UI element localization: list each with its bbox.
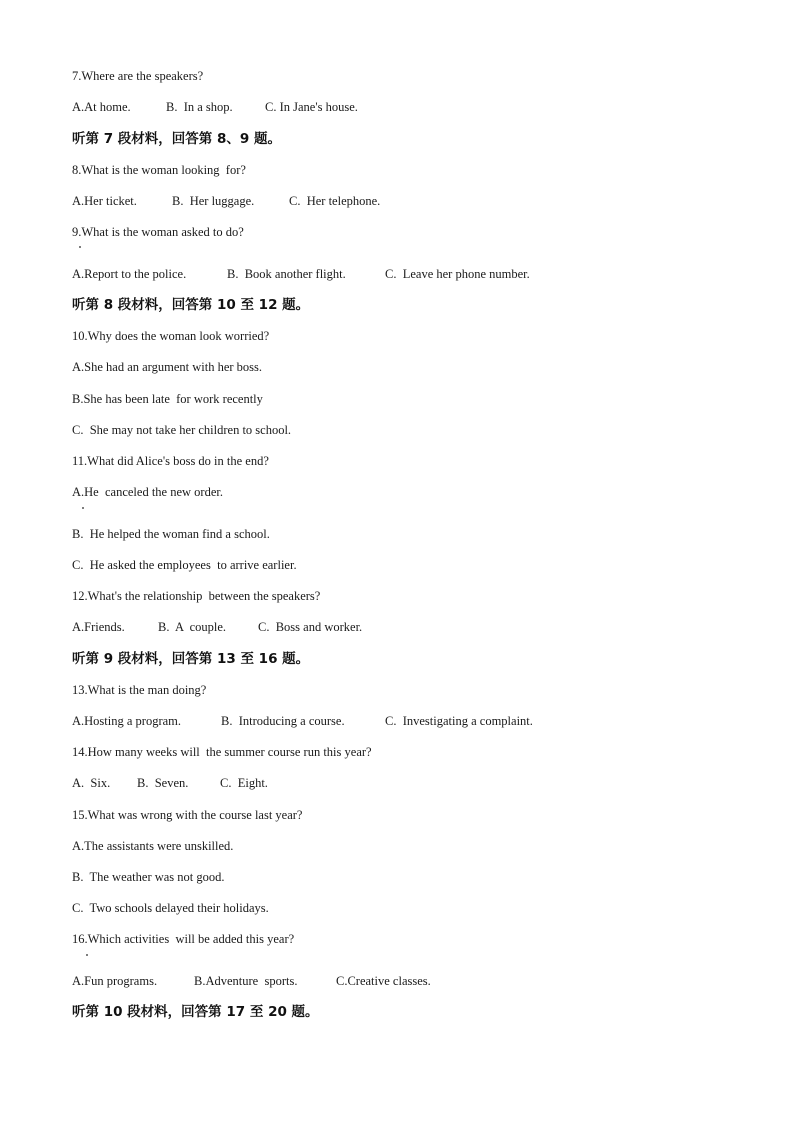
option-a: A. Six. [72,776,111,790]
section-heading: 听第 7 段材料，回答第 8、9 题。 [72,131,281,147]
options-row-14 [72,775,772,791]
option-b: B. Seven. [137,776,189,790]
option-c: C.Creative classes. [336,974,431,988]
option-c: C. Eight. [220,776,268,790]
question-12: 12.What's the relationship between the speakers? [72,589,321,603]
question-10: 10.Why does the woman look worried? [72,329,270,343]
option-a: A.She had an argument with her boss. [72,360,263,374]
question-16: 16.Which activities will be added this year? [72,932,295,946]
stray-mark [79,246,81,248]
option-b: B. Her luggage. [172,194,255,208]
question-14: 14.How many weeks will the summer course run this year? [72,745,372,759]
options-row-16 [72,973,772,989]
question-13: 13.What is the man doing? [72,683,207,697]
stray-mark [82,507,84,509]
option-c: C. Investigating a complaint. [385,714,533,728]
option-b: B. Introducing a course. [221,714,345,728]
option-c: C. Leave her phone number. [385,267,530,281]
option-b: B.Adventure sports. [194,974,298,988]
question-11: 11.What did Alice's boss do in the end? [72,454,269,468]
option-b: B.She has been late for work recently [72,392,263,406]
option-a: A.Friends. [72,620,125,634]
options-row-9 [72,266,772,282]
option-b: B. The weather was not good. [72,870,225,884]
option-c: C. He asked the employees to arrive earlier. [72,558,297,572]
options-row-7 [72,99,772,115]
question-7: 7.Where are the speakers? [72,69,204,83]
option-b: B. Book another flight. [227,267,346,281]
section-heading: 听第 10 段材料，回答第 17 至 20 题。 [72,1004,319,1020]
question-9: 9.What is the woman asked to do? [72,225,244,239]
option-c: C. In Jane's house. [265,100,358,114]
option-a: A.Hosting a program. [72,714,182,728]
option-b: B. He helped the woman find a school. [72,527,270,541]
option-a: A.At home. [72,100,131,114]
option-c: C. Two schools delayed their holidays. [72,901,269,915]
options-row-12 [72,619,772,635]
option-a: A.The assistants were unskilled. [72,839,234,853]
options-row-8 [72,193,772,209]
question-15: 15.What was wrong with the course last year? [72,808,303,822]
option-a: A.He canceled the new order. [72,485,223,499]
option-c: C. She may not take her children to school. [72,423,292,437]
section-heading: 听第 9 段材料，回答第 13 至 16 题。 [72,651,310,667]
option-a: A.Report to the police. [72,267,187,281]
option-b: B. In a shop. [166,100,233,114]
options-row-13 [72,713,772,729]
stray-mark [86,954,88,956]
option-c: C. Her telephone. [289,194,381,208]
option-b: B. A couple. [158,620,227,634]
option-a: A.Her ticket. [72,194,137,208]
option-c: C. Boss and worker. [258,620,363,634]
section-heading: 听第 8 段材料，回答第 10 至 12 题。 [72,297,310,313]
option-a: A.Fun programs. [72,974,158,988]
question-8: 8.What is the woman looking for? [72,163,246,177]
